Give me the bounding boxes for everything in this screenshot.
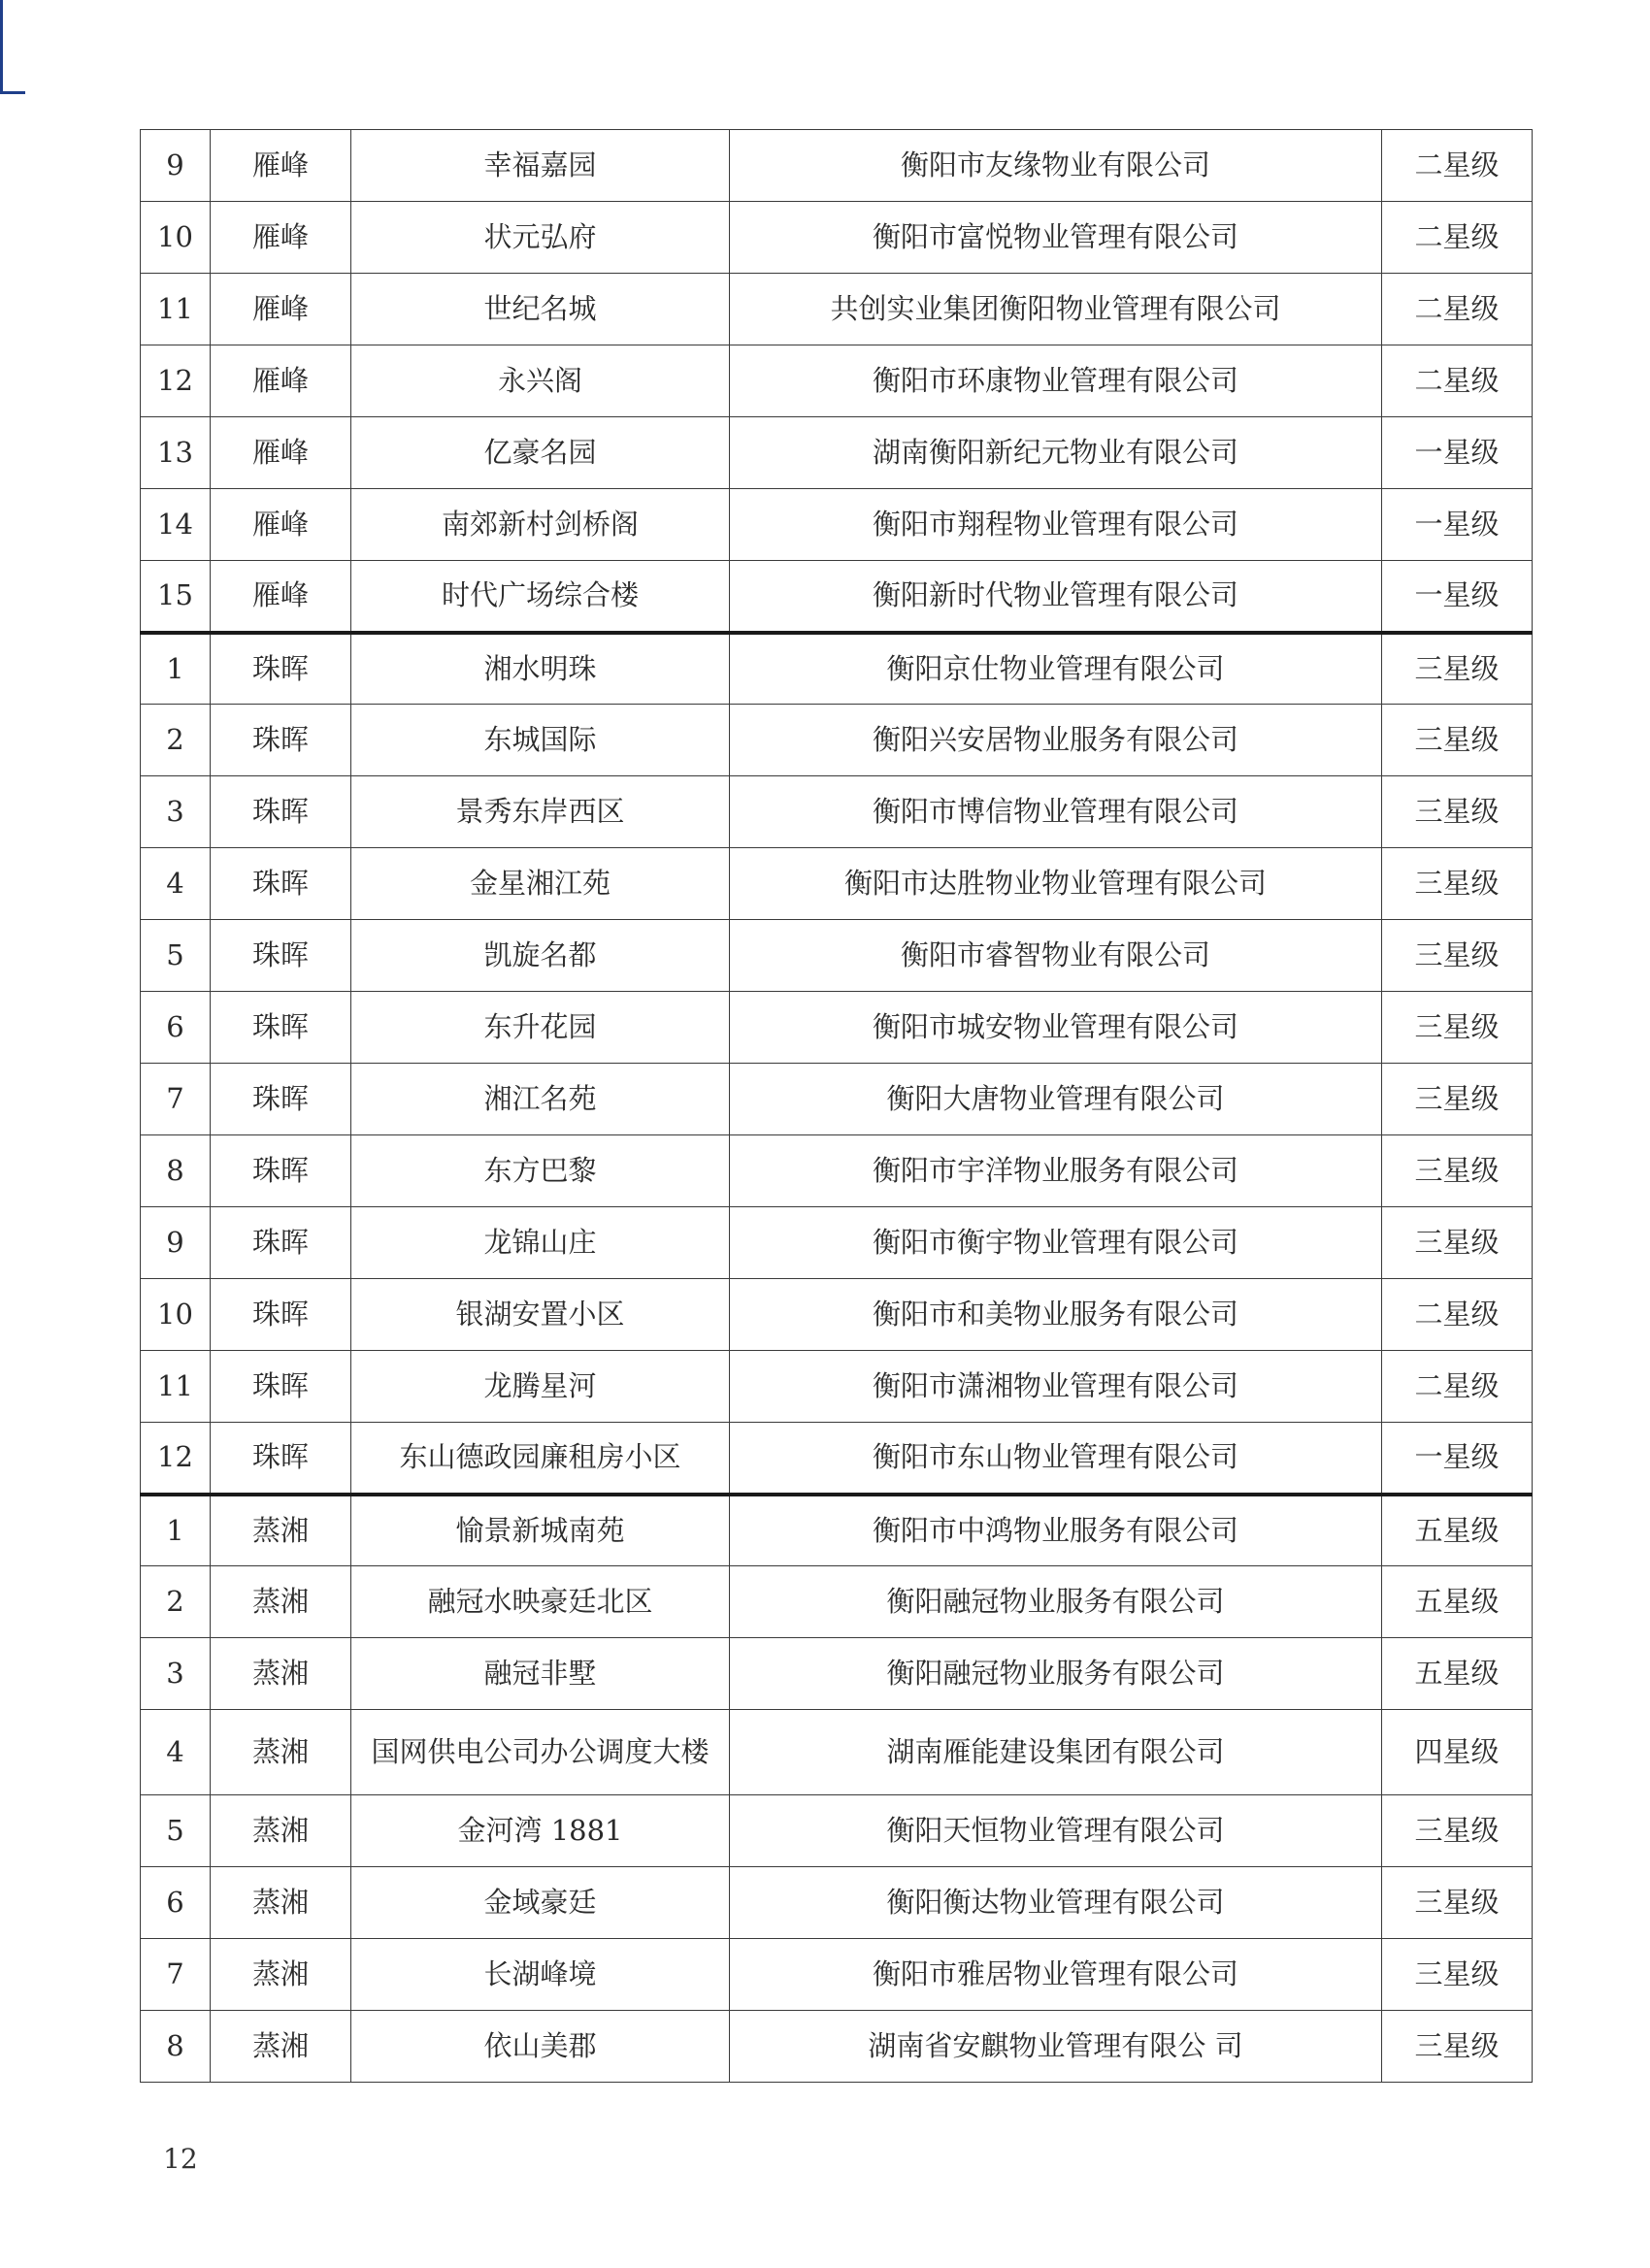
management-company: 衡阳衡达物业管理有限公司 — [730, 1867, 1382, 1939]
star-rating: 一星级 — [1382, 1423, 1533, 1495]
district: 雁峰 — [211, 202, 351, 274]
row-number: 11 — [141, 274, 211, 345]
star-rating: 三星级 — [1382, 633, 1533, 705]
project-name: 金域豪廷 — [351, 1867, 730, 1939]
district: 雁峰 — [211, 274, 351, 345]
star-rating: 一星级 — [1382, 417, 1533, 489]
district: 雁峰 — [211, 489, 351, 561]
project-name: 湘水明珠 — [351, 633, 730, 705]
row-number: 3 — [141, 776, 211, 848]
table-row — [141, 1064, 1533, 1135]
star-rating: 三星级 — [1382, 2011, 1533, 2083]
star-rating: 三星级 — [1382, 705, 1533, 776]
row-number: 9 — [141, 1207, 211, 1279]
project-name: 龙锦山庄 — [351, 1207, 730, 1279]
row-number: 5 — [141, 920, 211, 992]
star-rating: 三星级 — [1382, 1135, 1533, 1207]
table-row — [141, 1939, 1533, 2011]
row-number: 15 — [141, 561, 211, 633]
project-name: 愉景新城南苑 — [351, 1495, 730, 1566]
district: 雁峰 — [211, 130, 351, 202]
district: 珠晖 — [211, 1423, 351, 1495]
management-company: 衡阳市达胜物业物业管理有限公司 — [730, 848, 1382, 920]
table-row — [141, 2011, 1533, 2083]
district: 雁峰 — [211, 561, 351, 633]
management-company: 衡阳市潇湘物业管理有限公司 — [730, 1351, 1382, 1423]
table-row — [141, 1279, 1533, 1351]
management-company: 衡阳市翔程物业管理有限公司 — [730, 489, 1382, 561]
row-number: 6 — [141, 992, 211, 1064]
star-rating: 二星级 — [1382, 1351, 1533, 1423]
management-company: 衡阳兴安居物业服务有限公司 — [730, 705, 1382, 776]
district: 蒸湘 — [211, 1710, 351, 1795]
management-company: 衡阳融冠物业服务有限公司 — [730, 1566, 1382, 1638]
management-company: 衡阳京仕物业管理有限公司 — [730, 633, 1382, 705]
star-rating: 三星级 — [1382, 1867, 1533, 1939]
star-rating: 三星级 — [1382, 1939, 1533, 2011]
row-number: 11 — [141, 1351, 211, 1423]
project-name: 银湖安置小区 — [351, 1279, 730, 1351]
district: 蒸湘 — [211, 1795, 351, 1867]
star-rating: 三星级 — [1382, 776, 1533, 848]
row-number: 9 — [141, 130, 211, 202]
star-rating: 五星级 — [1382, 1566, 1533, 1638]
management-company: 衡阳市富悦物业管理有限公司 — [730, 202, 1382, 274]
management-company: 共创实业集团衡阳物业管理有限公司 — [730, 274, 1382, 345]
project-name: 融冠水映豪廷北区 — [351, 1566, 730, 1638]
star-rating: 二星级 — [1382, 345, 1533, 417]
row-number: 5 — [141, 1795, 211, 1867]
table-row — [141, 1638, 1533, 1710]
management-company: 衡阳融冠物业服务有限公司 — [730, 1638, 1382, 1710]
district: 蒸湘 — [211, 1638, 351, 1710]
project-name: 融冠非墅 — [351, 1638, 730, 1710]
district: 珠晖 — [211, 1351, 351, 1423]
table-row — [141, 345, 1533, 417]
table-row — [141, 1207, 1533, 1279]
district: 珠晖 — [211, 1279, 351, 1351]
star-rating: 二星级 — [1382, 202, 1533, 274]
management-company: 衡阳天恒物业管理有限公司 — [730, 1795, 1382, 1867]
table-row — [141, 992, 1533, 1064]
row-number: 3 — [141, 1638, 211, 1710]
star-rating: 三星级 — [1382, 1795, 1533, 1867]
star-rating: 三星级 — [1382, 1064, 1533, 1135]
table-row — [141, 202, 1533, 274]
star-rating: 三星级 — [1382, 1207, 1533, 1279]
district: 珠晖 — [211, 992, 351, 1064]
row-number: 10 — [141, 202, 211, 274]
district: 珠晖 — [211, 776, 351, 848]
project-name: 依山美郡 — [351, 2011, 730, 2083]
star-rating: 五星级 — [1382, 1495, 1533, 1566]
row-number: 12 — [141, 345, 211, 417]
project-name: 南郊新村剑桥阁 — [351, 489, 730, 561]
star-rating: 三星级 — [1382, 848, 1533, 920]
row-number: 10 — [141, 1279, 211, 1351]
project-name: 世纪名城 — [351, 274, 730, 345]
project-name: 金河湾 1881 — [351, 1795, 730, 1867]
project-name: 东山德政园廉租房小区 — [351, 1423, 730, 1495]
row-number: 2 — [141, 705, 211, 776]
management-company: 衡阳市东山物业管理有限公司 — [730, 1423, 1382, 1495]
management-company: 湖南省安麒物业管理有限公 司 — [730, 2011, 1382, 2083]
left-edge-tick — [0, 91, 25, 94]
project-name: 东升花园 — [351, 992, 730, 1064]
management-company: 衡阳市宇洋物业服务有限公司 — [730, 1135, 1382, 1207]
row-number: 7 — [141, 1939, 211, 2011]
table-body — [141, 130, 1533, 2083]
district: 蒸湘 — [211, 1939, 351, 2011]
project-name: 永兴阁 — [351, 345, 730, 417]
management-company: 衡阳市雅居物业管理有限公司 — [730, 1939, 1382, 2011]
management-company: 衡阳市睿智物业有限公司 — [730, 920, 1382, 992]
district: 珠晖 — [211, 633, 351, 705]
table-row — [141, 1795, 1533, 1867]
table-row — [141, 705, 1533, 776]
district: 蒸湘 — [211, 1495, 351, 1566]
star-rating: 三星级 — [1382, 992, 1533, 1064]
district: 雁峰 — [211, 345, 351, 417]
star-rating: 三星级 — [1382, 920, 1533, 992]
project-name: 长湖峰境 — [351, 1939, 730, 2011]
row-number: 1 — [141, 1495, 211, 1566]
table-row — [141, 1351, 1533, 1423]
star-rating: 一星级 — [1382, 561, 1533, 633]
star-rating: 一星级 — [1382, 489, 1533, 561]
table-row — [141, 1423, 1533, 1495]
project-name: 时代广场综合楼 — [351, 561, 730, 633]
management-company: 湖南衡阳新纪元物业有限公司 — [730, 417, 1382, 489]
management-company: 衡阳大唐物业管理有限公司 — [730, 1064, 1382, 1135]
table-row — [141, 1867, 1533, 1939]
table-row — [141, 1495, 1533, 1566]
table-row — [141, 561, 1533, 633]
project-name: 景秀东岸西区 — [351, 776, 730, 848]
management-company: 衡阳市博信物业管理有限公司 — [730, 776, 1382, 848]
project-name: 幸福嘉园 — [351, 130, 730, 202]
district: 珠晖 — [211, 848, 351, 920]
table-row — [141, 130, 1533, 202]
table-row — [141, 417, 1533, 489]
district: 珠晖 — [211, 1064, 351, 1135]
management-company: 衡阳新时代物业管理有限公司 — [730, 561, 1382, 633]
district: 珠晖 — [211, 705, 351, 776]
row-number: 1 — [141, 633, 211, 705]
management-company: 衡阳市城安物业管理有限公司 — [730, 992, 1382, 1064]
management-company: 衡阳市友缘物业有限公司 — [730, 130, 1382, 202]
table-row — [141, 920, 1533, 992]
project-name: 凯旋名都 — [351, 920, 730, 992]
row-number: 12 — [141, 1423, 211, 1495]
table-row — [141, 489, 1533, 561]
table-row — [141, 1135, 1533, 1207]
project-name: 状元弘府 — [351, 202, 730, 274]
project-name: 国网供电公司办公调度大楼 — [351, 1710, 730, 1795]
district: 蒸湘 — [211, 1566, 351, 1638]
property-rating-table — [140, 129, 1533, 2083]
table-row — [141, 776, 1533, 848]
table-row — [141, 274, 1533, 345]
project-name: 湘江名苑 — [351, 1064, 730, 1135]
management-company: 衡阳市和美物业服务有限公司 — [730, 1279, 1382, 1351]
management-company: 湖南雁能建设集团有限公司 — [730, 1710, 1382, 1795]
star-rating: 二星级 — [1382, 130, 1533, 202]
project-name: 东城国际 — [351, 705, 730, 776]
page-number: 12 — [163, 2143, 198, 2175]
row-number: 7 — [141, 1064, 211, 1135]
table-row — [141, 633, 1533, 705]
row-number: 6 — [141, 1867, 211, 1939]
project-name: 东方巴黎 — [351, 1135, 730, 1207]
project-name: 亿豪名园 — [351, 417, 730, 489]
row-number: 8 — [141, 2011, 211, 2083]
district: 珠晖 — [211, 1207, 351, 1279]
management-company: 衡阳市衡宇物业管理有限公司 — [730, 1207, 1382, 1279]
star-rating: 五星级 — [1382, 1638, 1533, 1710]
table-row — [141, 848, 1533, 920]
district: 雁峰 — [211, 417, 351, 489]
star-rating: 二星级 — [1382, 1279, 1533, 1351]
management-company: 衡阳市中鸿物业服务有限公司 — [730, 1495, 1382, 1566]
table-row — [141, 1710, 1533, 1795]
row-number: 4 — [141, 1710, 211, 1795]
star-rating: 四星级 — [1382, 1710, 1533, 1795]
row-number: 13 — [141, 417, 211, 489]
star-rating: 二星级 — [1382, 274, 1533, 345]
left-edge-mark — [0, 0, 3, 93]
row-number: 8 — [141, 1135, 211, 1207]
district: 蒸湘 — [211, 1867, 351, 1939]
project-name: 龙腾星河 — [351, 1351, 730, 1423]
district: 蒸湘 — [211, 2011, 351, 2083]
management-company: 衡阳市环康物业管理有限公司 — [730, 345, 1382, 417]
row-number: 2 — [141, 1566, 211, 1638]
district: 珠晖 — [211, 1135, 351, 1207]
table-row — [141, 1566, 1533, 1638]
row-number: 4 — [141, 848, 211, 920]
district: 珠晖 — [211, 920, 351, 992]
project-name: 金星湘江苑 — [351, 848, 730, 920]
row-number: 14 — [141, 489, 211, 561]
